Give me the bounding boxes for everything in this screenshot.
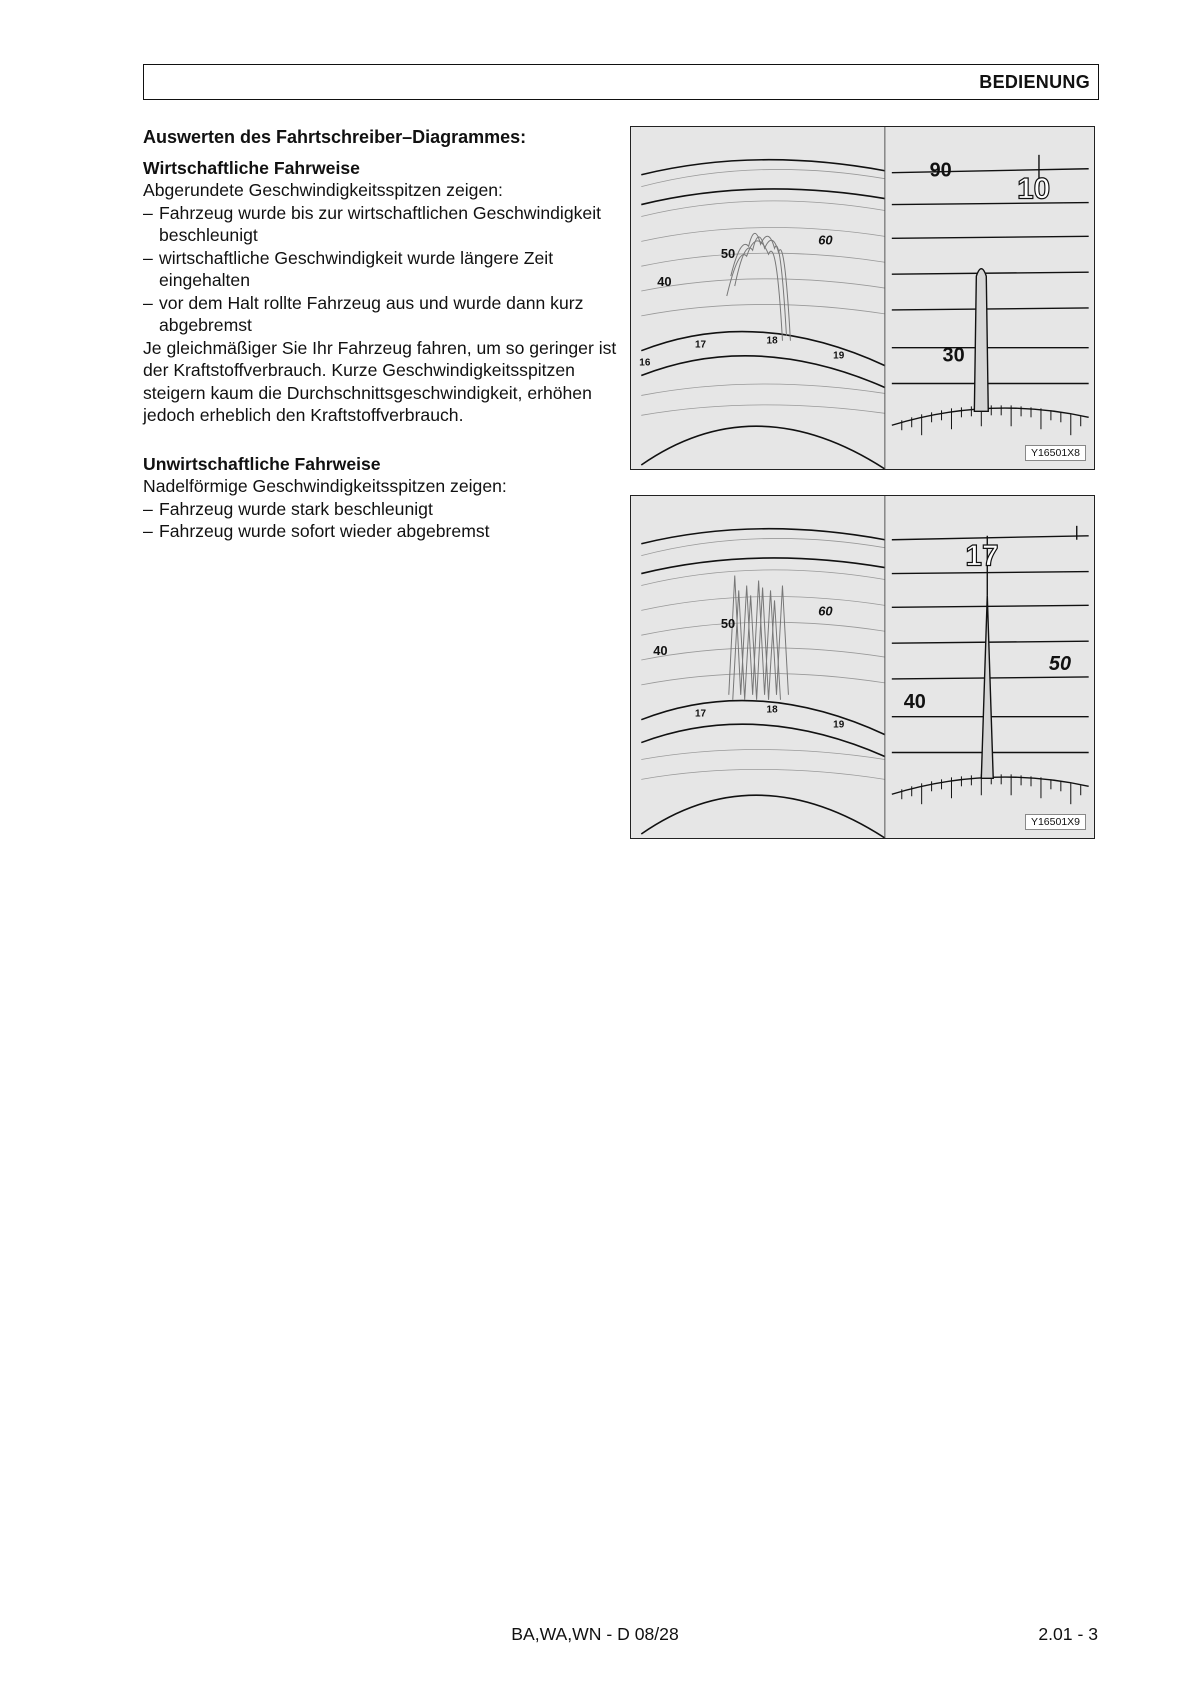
- zoom-speed-label-low: 40: [903, 690, 926, 713]
- speed-label-50: 50: [720, 616, 736, 632]
- hour-label-19: 19: [833, 719, 845, 731]
- zoom-hour-label: 10: [1017, 172, 1051, 206]
- speed-label-40: 40: [653, 643, 668, 659]
- hour-label-19: 19: [833, 350, 845, 362]
- list-item: – Fahrzeug wurde sofort wieder abgebremst: [143, 520, 618, 543]
- text-column: [143, 126, 618, 543]
- footer-page-number: 2.01 - 3: [1038, 1624, 1098, 1644]
- hour-label-18: 18: [766, 335, 778, 347]
- tachograph-figure-economic: [630, 126, 1095, 470]
- footer-document-code: BA,WA,WN - D 08/28: [511, 1624, 679, 1644]
- economic-intro: Abgerundete Geschwindigkeitsspitzen zeigen:: [143, 180, 503, 200]
- list-item: – Fahrzeug wurde bis zur wirtschaftlichen Geschwindigkeit beschleunigt: [143, 202, 618, 247]
- hour-label-18: 18: [766, 704, 778, 716]
- zoom-speed-label-top: 90: [929, 159, 952, 182]
- uneconomic-section: [143, 453, 618, 543]
- economic-heading: Wirtschaftliche Fahrweise: [143, 157, 360, 178]
- economic-list: [143, 202, 618, 337]
- header-title: BEDIENUNG: [979, 72, 1090, 92]
- speed-label-60: 60: [818, 603, 833, 619]
- list-item: – Fahrzeug wurde stark beschleunigt: [143, 498, 618, 521]
- list-item: – wirtschaftliche Geschwindigkeit wurde längere Zeit eingehalten: [143, 247, 618, 292]
- speed-label-40: 40: [657, 274, 672, 290]
- zoom-hour-label: 17: [965, 539, 999, 573]
- hour-label-17: 17: [694, 708, 707, 720]
- hour-label-16: 16: [639, 357, 651, 369]
- hour-label-17: 17: [694, 339, 707, 351]
- figure-caption: Y16501X8: [1025, 445, 1086, 461]
- speed-label-60: 60: [818, 232, 833, 248]
- uneconomic-list: [143, 498, 618, 543]
- tachograph-diagram-uneconomic: [631, 496, 1094, 838]
- uneconomic-heading: Unwirtschaftliche Fahrweise: [143, 453, 381, 474]
- section-heading: Auswerten des Fahrtschreiber–Diagrammes:: [143, 127, 527, 147]
- tachograph-diagram-economic: [631, 127, 1094, 469]
- tachograph-figure-uneconomic: [630, 495, 1095, 839]
- zoom-speed-label-mid: 30: [942, 344, 965, 367]
- economic-paragraph: Je gleichmäßiger Sie Ihr Fahrzeug fahren, um so geringer ist der Kraftstoffverbrauch. Kurze Geschwindigkeitsspitzen steigern kaum die Durchschnittsgeschwindigkeit, erhöhen jedoch erheblich den Kraftstoffverbrauch.: [143, 337, 617, 425]
- zoom-speed-label-mid: 50: [1048, 652, 1072, 675]
- header-box: [143, 64, 1099, 100]
- speed-label-50: 50: [720, 246, 736, 262]
- figure-caption: Y16501X9: [1025, 814, 1086, 830]
- list-item: – vor dem Halt rollte Fahrzeug aus und wurde dann kurz abgebremst: [143, 292, 618, 337]
- uneconomic-intro: Nadelförmige Geschwindigkeitsspitzen zeigen:: [143, 476, 507, 496]
